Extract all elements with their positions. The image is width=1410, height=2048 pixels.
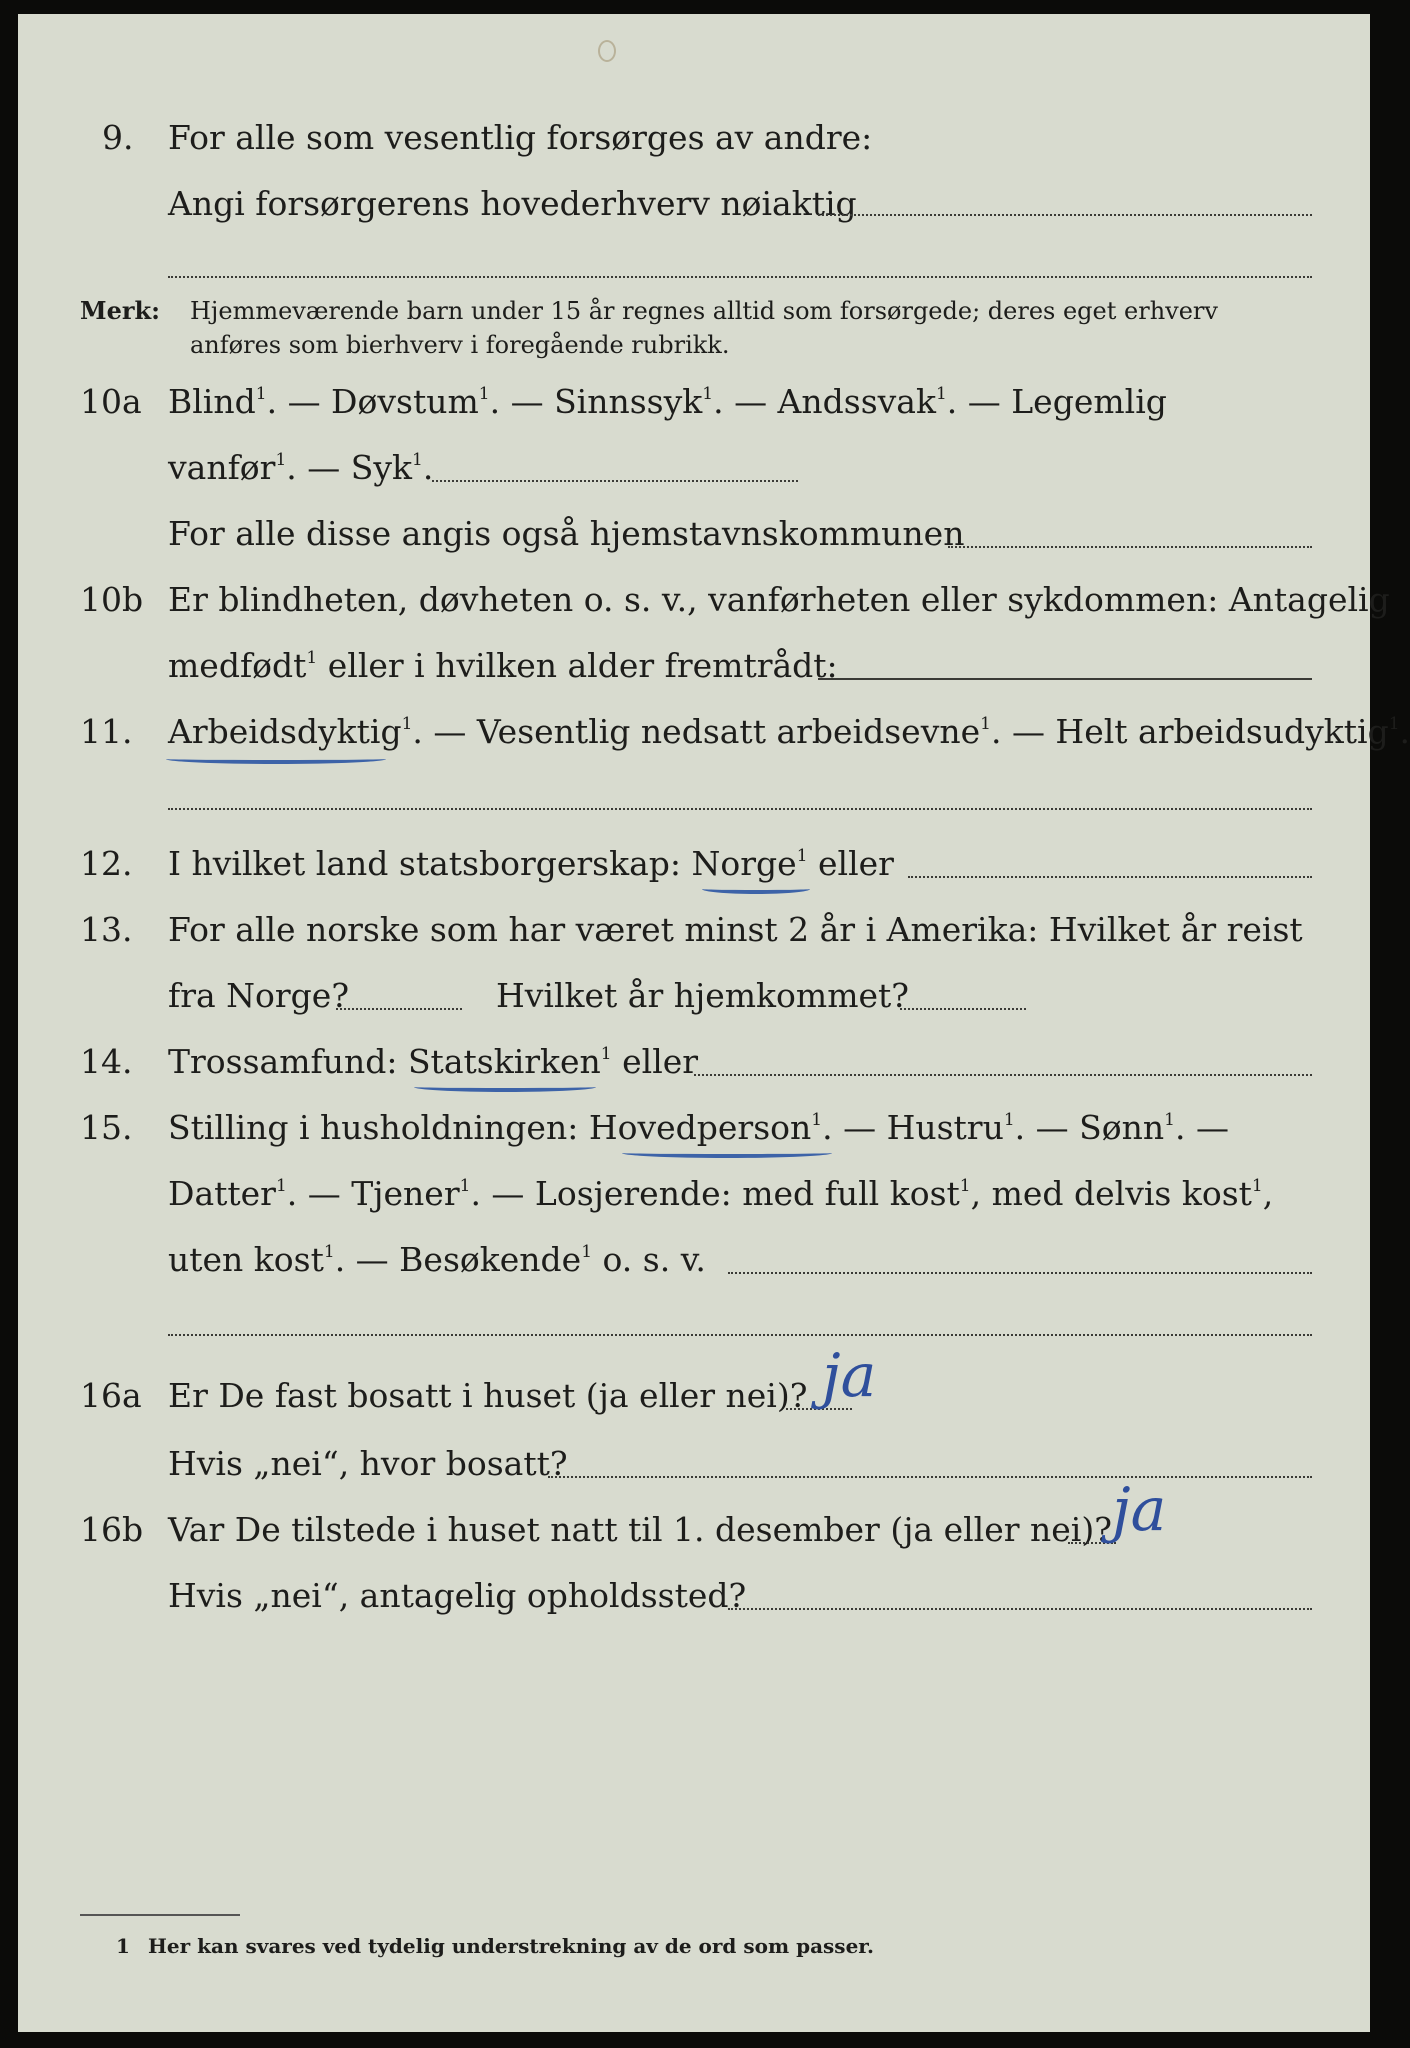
- footnote-mark: 1: [116, 1934, 130, 1958]
- q12-eller: eller: [818, 844, 894, 883]
- q16a-number: 16a: [80, 1376, 142, 1415]
- q12-number: 12.: [80, 844, 133, 883]
- q15-text: Stilling i husholdningen:: [168, 1108, 579, 1147]
- q12-line1: I hvilket land statsborgerskap: Norge$^1$ eller: [168, 844, 894, 883]
- census-form-page: [18, 14, 1410, 2032]
- q14-text: Trossamfund:: [168, 1042, 398, 1081]
- q14-eller: eller: [622, 1042, 699, 1081]
- q10b-line1: Er blindheten, døvheten o. s. v., vanførheten eller sykdommen: Antagelig: [168, 580, 1390, 619]
- q15-answer-field-2[interactable]: [168, 1334, 1312, 1336]
- opt-andssvak[interactable]: — Andssvak: [734, 382, 936, 421]
- q15-line3: uten kost$^1$. — Besøkende$^1$ o. s. v.: [168, 1240, 706, 1279]
- q15-line2: Datter$^1$. — Tjener$^1$. — Losjerende: med full kost$^1$, med delvis kost$^1$,: [168, 1174, 1274, 1213]
- opt-datter[interactable]: Datter: [168, 1174, 276, 1213]
- q16b-opholdssted-field[interactable]: [728, 1608, 1312, 1610]
- opt-medfodt[interactable]: medfødt: [168, 646, 307, 685]
- opt-statskirken[interactable]: Statskirken: [407, 1042, 601, 1081]
- opt-vanfor[interactable]: vanfør: [168, 448, 276, 487]
- q10a-line1: Blind$^1$. — Døvstum$^1$. — Sinnssyk$^1$. — Andssvak$^1$. — Legemlig: [168, 382, 1167, 421]
- q16b-answer-line[interactable]: [1068, 1542, 1116, 1544]
- opt-arbeidsdyktig[interactable]: Arbeidsdyktig: [168, 712, 402, 751]
- q10a-number: 10a: [80, 382, 142, 421]
- merk-line2: anføres som bierhverv i foregående rubrikk.: [190, 331, 730, 359]
- q16a-handwritten-answer: ja: [822, 1341, 877, 1411]
- q12-answer-field[interactable]: [908, 876, 1312, 878]
- q10a-line3: For alle disse angis også hjemstavnskommunen: [168, 514, 965, 553]
- opt-syk[interactable]: — Syk: [307, 448, 412, 487]
- q15-number: 15.: [80, 1108, 133, 1147]
- opt-sonn[interactable]: — Sønn: [1035, 1108, 1165, 1147]
- opt-nedsatt[interactable]: — Vesentlig nedsatt arbeidsevne: [433, 712, 981, 751]
- opt-besokende[interactable]: — Besøkende: [355, 1240, 582, 1279]
- q10a-syk-field[interactable]: [432, 480, 798, 482]
- q14-line1: Trossamfund: Statskirken$^1$ eller: [168, 1042, 699, 1081]
- q11-number: 11.: [80, 712, 133, 751]
- q16b-line2: Hvis „nei“, antagelig opholdssted?: [168, 1576, 747, 1615]
- opt-dovstum[interactable]: — Døvstum: [287, 382, 479, 421]
- q15-osv: o. s. v.: [602, 1240, 706, 1279]
- q10b-answer-field[interactable]: [818, 678, 1312, 680]
- q15-line1: Stilling i husholdningen: Hovedperson$^1$. — Hustru$^1$. — Sønn$^1$. —: [168, 1108, 1229, 1147]
- underline-arbeidsdyktig: [166, 754, 386, 764]
- q10a-line2: vanfør$^1$. — Syk$^1$.: [168, 448, 434, 487]
- q9-answer-field-2[interactable]: [168, 276, 1312, 278]
- opt-uten-kost[interactable]: uten kost: [168, 1240, 324, 1279]
- q13-hjemkommet-field[interactable]: [900, 1008, 1026, 1010]
- q10b-line2-text: eller i hvilken alder fremtrådt:: [327, 646, 838, 685]
- underline-statskirken: [414, 1082, 596, 1092]
- opt-tjener[interactable]: — Tjener: [307, 1174, 460, 1213]
- q16a-line1: Er De fast bosatt i huset (ja eller nei)?: [168, 1376, 808, 1415]
- underline-hovedperson: [622, 1148, 832, 1158]
- q10a-kommune-field[interactable]: [948, 546, 1312, 548]
- opt-udyktig[interactable]: — Helt arbeidsudyktig: [1011, 712, 1389, 751]
- q15-dash: —: [1195, 1108, 1229, 1147]
- footnote-divider: [80, 1914, 240, 1916]
- q16b-number: 16b: [80, 1510, 144, 1549]
- underline-norge: [702, 884, 810, 894]
- opt-norge[interactable]: Norge: [691, 844, 797, 883]
- q16b-line1: Var De tilstede i huset natt til 1. desember (ja eller nei)?: [168, 1510, 1112, 1549]
- merk-label: Merk:: [80, 296, 160, 325]
- q10b-line2: medfødt$^1$ eller i hvilken alder fremtrådt:: [168, 646, 838, 685]
- q15-comma: ,: [1262, 1174, 1274, 1213]
- q13-line1: For alle norske som har været minst 2 år i Amerika: Hvilket år reist: [168, 910, 1303, 949]
- q10b-number: 10b: [80, 580, 144, 619]
- opt-blind[interactable]: Blind: [168, 382, 256, 421]
- q11-answer-field[interactable]: [168, 808, 1312, 810]
- q14-number: 14.: [80, 1042, 133, 1081]
- opt-legemlig[interactable]: — Legemlig: [967, 382, 1167, 421]
- q12-text: I hvilket land statsborgerskap:: [168, 844, 682, 883]
- q16b-handwritten-answer: ja: [1112, 1475, 1167, 1545]
- q11-line1: Arbeidsdyktig$^1$. — Vesentlig nedsatt arbeidsevne$^1$. — Helt arbeidsudyktig$^1$.: [168, 712, 1410, 751]
- opt-hustru[interactable]: — Hustru: [843, 1108, 1004, 1147]
- q13-line2b: Hvilket år hjemkommet?: [496, 976, 909, 1015]
- q9-answer-field[interactable]: [818, 214, 1312, 216]
- paper-stain: [598, 40, 616, 62]
- q16a-line2: Hvis „nei“, hvor bosatt?: [168, 1444, 568, 1483]
- opt-hovedperson[interactable]: Hovedperson: [588, 1108, 812, 1147]
- q9-line1: For alle som vesentlig forsørges av andre:: [168, 118, 873, 157]
- q13-line2a: fra Norge?: [168, 976, 350, 1015]
- opt-losjerende-full[interactable]: — Losjerende: med full kost: [491, 1174, 960, 1213]
- opt-sinnssyk[interactable]: — Sinnssyk: [510, 382, 703, 421]
- q15-answer-field[interactable]: [728, 1272, 1312, 1274]
- q16a-bosatt-field[interactable]: [548, 1476, 1312, 1478]
- footnote-text: Her kan svares ved tydelig understrekning av de ord som passer.: [148, 1934, 874, 1958]
- q13-reist-field[interactable]: [336, 1008, 462, 1010]
- opt-losjerende-delvis[interactable]: , med delvis kost: [970, 1174, 1252, 1213]
- q9-line2: Angi forsørgerens hovederhverv nøiaktig: [168, 184, 857, 223]
- q9-number: 9.: [102, 118, 134, 157]
- merk-line1: Hjemmeværende barn under 15 år regnes alltid som forsørgede; deres eget erhverv: [190, 297, 1218, 325]
- q14-answer-field[interactable]: [694, 1074, 1312, 1076]
- q13-number: 13.: [80, 910, 133, 949]
